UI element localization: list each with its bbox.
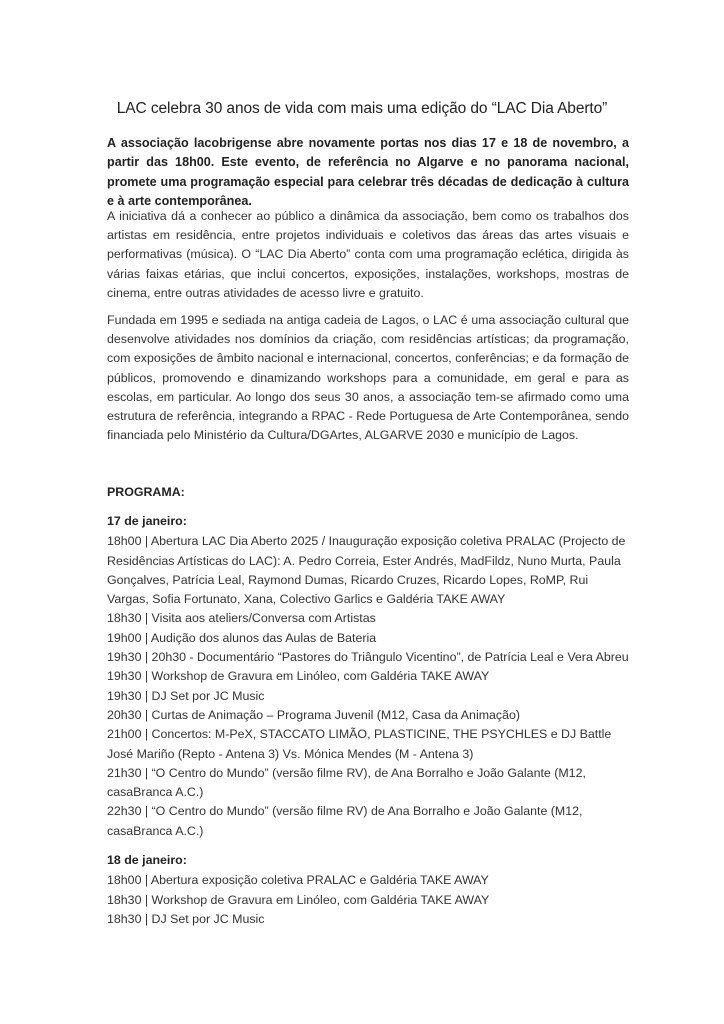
schedule-item: 18h30 | Visita aos ateliers/Conversa com Artistas [107, 611, 376, 626]
schedule-item: 22h30 | “O Centro do Mundo” (versão filme RV) de Ana Borralho e João Galante (M12, casaBranca A.C.) [107, 804, 583, 838]
schedule-item: 19h00 | Audição dos alunos das Aulas de Bateria [107, 630, 377, 645]
schedule-item: 21h00 | Concertos: M-PeX, STACCATO LIMÃO, PLASTICINE, THE PSYCHLES e DJ Battle José Mariño (Repto - Antena 3) Vs. Mónica Mendes (M - Antena 3) [107, 727, 612, 761]
programa-day-2 [107, 851, 629, 929]
day-1-label: 17 de janeiro: [107, 514, 187, 528]
schedule-item: 19h30 | DJ Set por JC Music [107, 688, 265, 703]
body-paragraph-2-text: Fundada em 1995 e sediada na antiga cadeia de Lagos, o LAC é uma associação cultural que desenvolve atividades nos domínios da criação, com residências artísticas; da programação, com exposições de âmbito nacional e internacional, concertos, conferências; e da formação de públicos, promovendo e dinamizando workshops para a comunidade, em geral e para as escolas, em particular. Ao longo dos seus 30 anos, a associação tem-se afirmado como uma estrutura de referência, integrando a RPAC - Rede Portuguesa de Arte Contemporânea, sendo financiada pelo Ministério da Cultura/DGArtes, ALGARVE 2030 e município de Lagos. [107, 313, 629, 443]
body-paragraph-1-text: A iniciativa dá a conhecer ao público a dinâmica da associação, bem como os trabalhos dos artistas em residência, entre projetos individuais e coletivos das áreas das artes visuais e performativas (música). O “LAC Dia Aberto” conta com uma programação eclética, dirigida às várias faixas etárias, que inclui concertos, exposições, instalações, workshops, mostras de cinema, entre outras atividades de acesso livre e gratuito. [107, 209, 629, 300]
schedule-item: 18h30 | Workshop de Gravura em Linóleo, com Galdéria TAKE AWAY [107, 892, 490, 907]
programa-day-1 [107, 512, 629, 841]
schedule-item: 19h30 | 20h30 - Documentário “Pastores do Triângulo Vicentino”, de Patrícia Leal e Vera Abreu [107, 650, 629, 665]
programa-heading: PROGRAMA: [107, 485, 185, 499]
lead-paragraph: A associação lacobrigense abre novamente portas nos dias 17 e 18 de novembro, a partir das 18h00. Este evento, de referência no Algarve e no panorama nacional, promete uma programação especial para celebrar três décadas de dedicação à cultura e à arte contemporânea. [107, 135, 629, 209]
document-title: LAC celebra 30 anos de vida com mais uma edição do “LAC Dia Aberto” [116, 100, 608, 118]
body-paragraph-1 [107, 207, 629, 303]
schedule-item: 18h00 | Abertura LAC Dia Aberto 2025 / Inauguração exposição coletiva PRALAC (Projecto de Residências Artísticas do LAC): A. Pedro Correia, Ester Andrés, MadFildz, Nuno Murta, Paula Gonçalves, Patrícia Leal, Raymond Dumas, Ricardo Cruzes, Ricardo Lopes, RoMP, Rui Vargas, Sofia Fortunato, Xana, Colectivo Garlics e Galdéria TAKE AWAY [107, 534, 626, 607]
schedule-item: 20h30 | Curtas de Animação – Programa Juvenil (M12, Casa da Animação) [107, 707, 521, 722]
schedule-item: 21h30 | “O Centro do Mundo” (versão filme RV), de Ana Borralho e João Galante (M12, casaBranca A.C.) [107, 765, 586, 800]
schedule-item: 18h00 | Abertura exposição coletiva PRALAC e Galdéria TAKE AWAY [107, 873, 489, 888]
body-paragraph-2 [107, 311, 629, 445]
day-2-label: 18 de janeiro: [107, 853, 187, 867]
schedule-item: 19h30 | Workshop de Gravura em Linóleo, com Galdéria TAKE AWAY [107, 669, 490, 684]
schedule-item: 18h30 | DJ Set por JC Music [107, 911, 265, 926]
